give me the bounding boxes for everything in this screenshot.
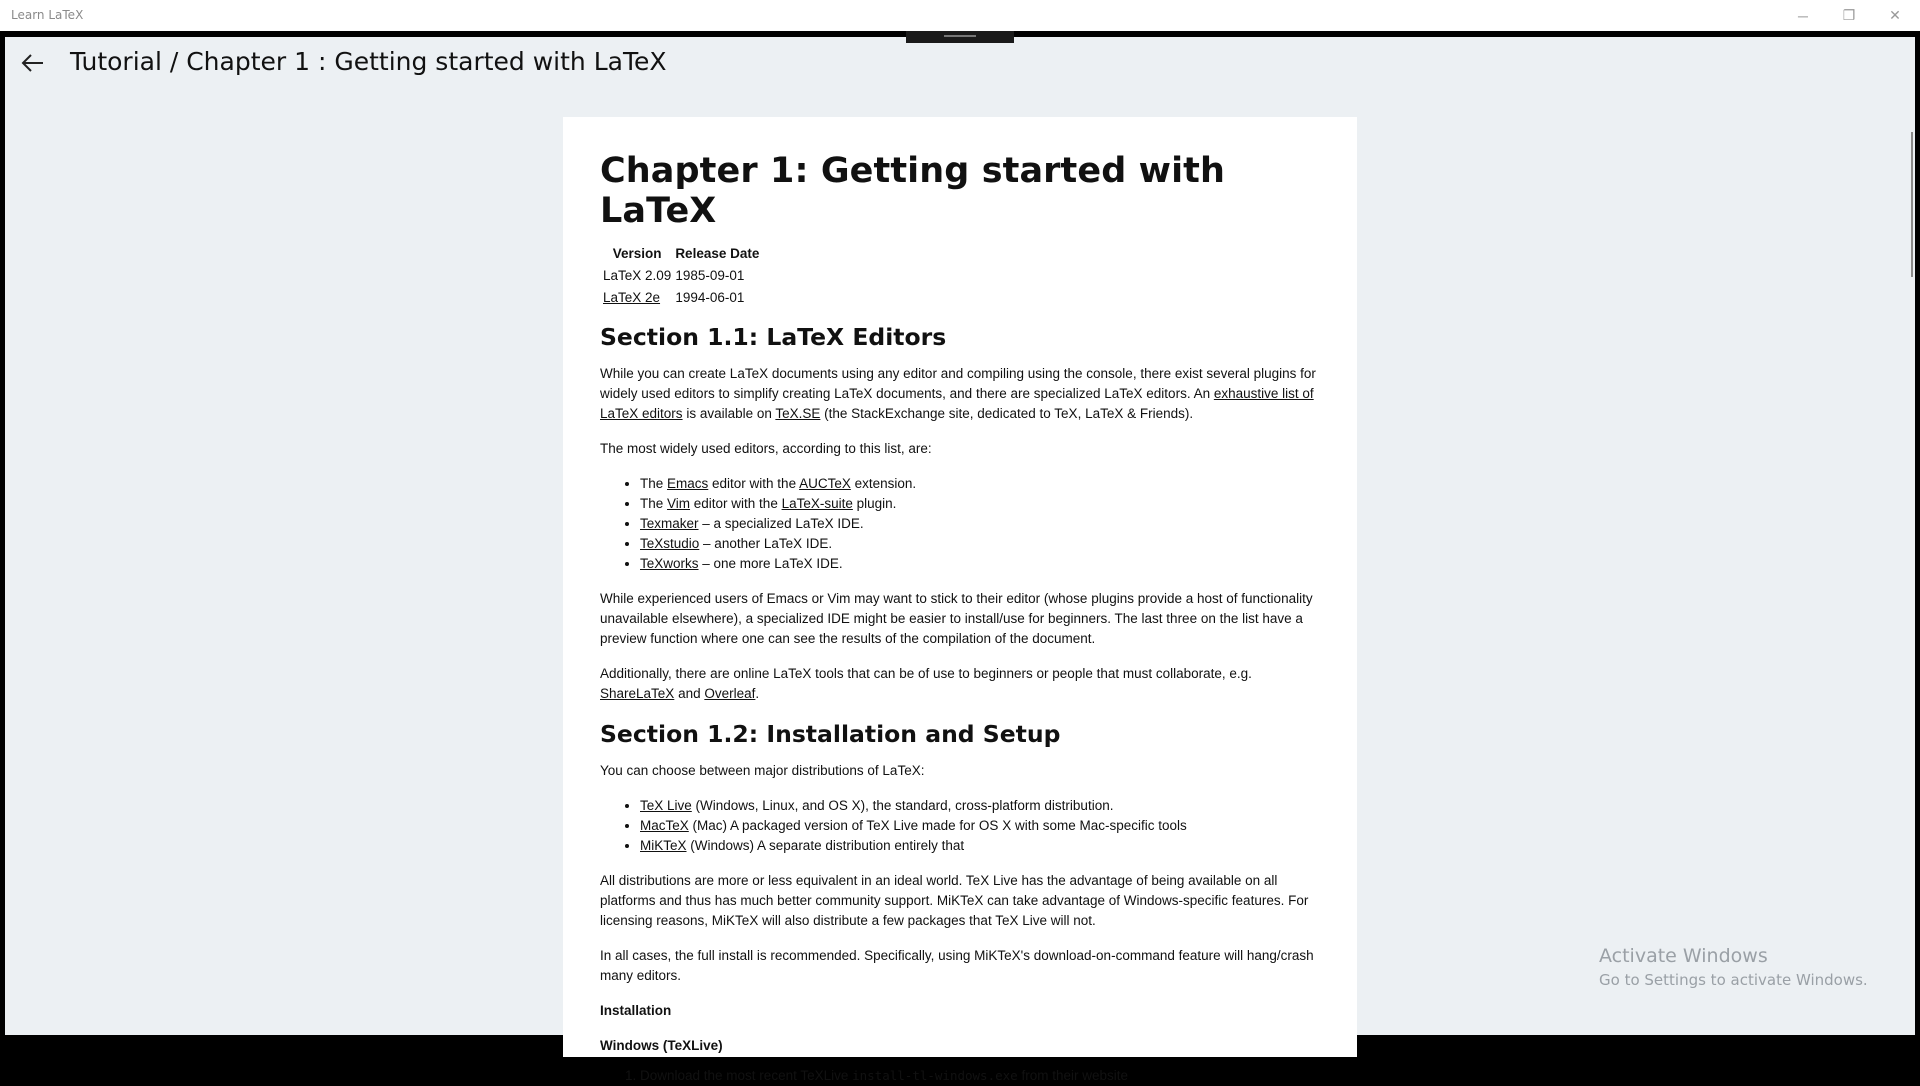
paragraph: While you can create LaTeX documents using any editor and compiling using the console, there exist several plugins for widely used editors to simplify creating LaTeX documents, and there are specialized LaTeX editors. An exhaustive list of LaTeX editors is available on TeX.SE (the StackExchange site, dedicated to TeX, LaTeX & Friends).	[600, 366, 1316, 421]
paragraph: You can choose between major distributions of LaTeX:	[600, 763, 925, 778]
date-cell: 1994-06-01	[675, 290, 745, 305]
list-item: • The Vim editor with the LaTeX-suite plugin.	[640, 494, 1323, 514]
version-cell	[602, 288, 672, 308]
editors-list	[600, 474, 1323, 574]
title-bar	[0, 0, 1920, 31]
paragraph: The most widely used editors, according to this list, are:	[600, 441, 932, 456]
texse-link[interactable]: TeX.SE	[775, 406, 821, 421]
sharelatex-link[interactable]: ShareLaTeX	[600, 686, 675, 701]
list-item: • Texmaker – a specialized LaTeX IDE.	[640, 514, 1323, 534]
version-link[interactable]: LaTeX 2e	[603, 290, 661, 305]
vim-link[interactable]: Vim	[667, 496, 691, 511]
maximize-button[interactable]: ❐	[1842, 7, 1856, 23]
section-heading: Section 1.1: LaTeX Editors	[600, 323, 947, 351]
app-title: Learn LaTeX	[11, 8, 84, 22]
paragraph: In all cases, the full install is recommended. Specifically, using MiKTeX's download-on-command feature will hang/crash many editors.	[600, 948, 1314, 983]
list-item: 1. Download the most recent TeXLive install-tl-windows.exe from their website	[640, 1066, 1323, 1086]
list-item: • MiKTeX (Windows) A separate distribution entirely that	[640, 836, 1323, 856]
version-cell: LaTeX 2.09	[603, 268, 672, 283]
table-row	[602, 266, 760, 286]
texstudio-link[interactable]: TeXstudio	[640, 536, 700, 551]
document-page	[563, 117, 1357, 1083]
mactex-link[interactable]: MacTeX	[640, 818, 689, 833]
page-title: Tutorial / Chapter 1 : Getting started with LaTeX	[70, 47, 667, 76]
texworks-link[interactable]: TeXworks	[640, 556, 699, 571]
latex-suite-link[interactable]: LaTeX-suite	[781, 496, 853, 511]
chapter-title: Chapter 1: Getting started with LaTeX	[600, 151, 1226, 231]
table-row	[602, 288, 760, 308]
minimize-button[interactable]: ─	[1798, 7, 1808, 24]
column-header-version: Version	[612, 246, 662, 261]
activation-watermark	[1599, 945, 1868, 989]
list-item: • TeXworks – one more LaTeX IDE.	[640, 554, 1323, 574]
list-item: • The Emacs editor with the AUCTeX extension.	[640, 474, 1323, 494]
list-item: • MacTeX (Mac) A packaged version of TeX Live made for OS X with some Mac-specific tools	[640, 816, 1323, 836]
code-inline: install-tl-windows.exe	[852, 1068, 1018, 1083]
install-steps	[600, 1066, 1323, 1086]
auctex-link[interactable]: AUCTeX	[799, 476, 851, 491]
table-header-row	[602, 244, 760, 264]
paragraph: All distributions are more or less equivalent in an ideal world. TeX Live has the advantage of being available on all platforms and thus has much better community support. MiKTeX can take advantage of Windows-specific features. For licensing reasons, MiKTeX will also distribute a few packages that TeX Live will not.	[600, 873, 1309, 928]
subheading-installation: Installation	[600, 1003, 672, 1018]
paragraph: While experienced users of Emacs or Vim may want to stick to their editor (whose plugins provide a host of functionality unavailable elsewhere), a specialized IDE might be easier to install/use for beginners. The last three on the list have a preview function where one can see the results of the compilation of the document.	[600, 591, 1313, 646]
drag-handle[interactable]	[906, 31, 1014, 43]
subheading-windows-texlive: Windows (TeXLive)	[600, 1038, 723, 1053]
list-item: • TeXstudio – another LaTeX IDE.	[640, 534, 1323, 554]
miktex-link[interactable]: MiKTeX	[640, 838, 687, 853]
editors-list-link[interactable]: exhaustive list of LaTeX editors	[600, 386, 1314, 421]
texlive-link[interactable]: TeX Live	[640, 798, 692, 813]
texmaker-link[interactable]: Texmaker	[640, 516, 699, 531]
back-arrow-icon	[21, 53, 45, 73]
list-item: • TeX Live (Windows, Linux, and OS X), the standard, cross-platform distribution.	[640, 796, 1323, 816]
grip-icon	[944, 35, 976, 37]
watermark-title: Activate Windows	[1599, 945, 1768, 967]
paragraph: Additionally, there are online LaTeX tools that can be of use to beginners or people that must collaborate, e.g. ShareLaTeX and Overleaf.	[600, 666, 1252, 701]
distributions-list	[600, 796, 1323, 856]
back-button[interactable]	[16, 49, 50, 77]
watermark-subtitle: Go to Settings to activate Windows.	[1599, 971, 1868, 989]
column-header-release-date: Release Date	[675, 246, 760, 261]
close-button[interactable]: ✕	[1889, 7, 1901, 23]
date-cell: 1985-09-01	[675, 268, 745, 283]
page-header	[5, 37, 1915, 89]
app-content	[5, 37, 1915, 1083]
emacs-link[interactable]: Emacs	[667, 476, 709, 491]
overleaf-link[interactable]: Overleaf	[704, 686, 756, 701]
version-table	[600, 242, 762, 310]
scrollbar-thumb[interactable]	[1911, 132, 1913, 277]
section-heading: Section 1.2: Installation and Setup	[600, 720, 1061, 748]
